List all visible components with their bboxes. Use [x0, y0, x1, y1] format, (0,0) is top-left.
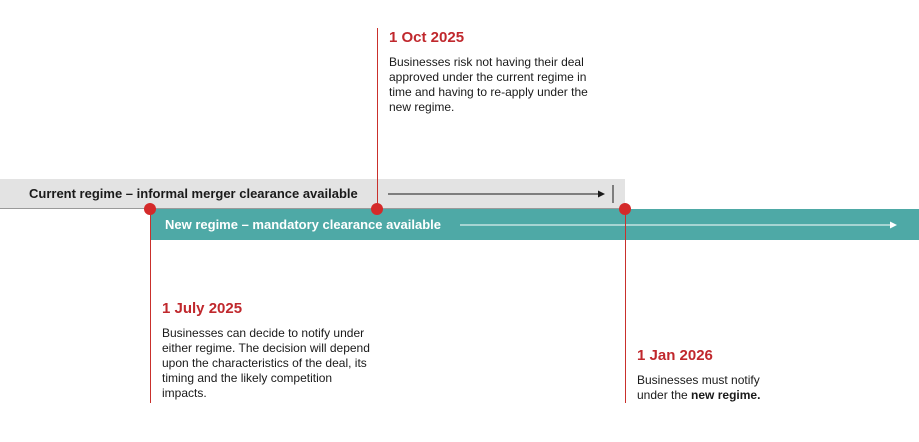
jan-2026-description-emphasis: new regime. [691, 388, 761, 402]
new-regime-arrow [460, 222, 897, 229]
july-2025-marker [144, 203, 156, 215]
jan-2026-description [637, 373, 787, 403]
oct-2025-marker [371, 203, 383, 215]
jan-2026-marker [619, 203, 631, 215]
july-2025-description: Businesses can decide to notify under either regime. The decision will depend upon the characteristics of the deal, its timing and the likely competition impacts. [162, 326, 370, 400]
current-regime-arrow [388, 185, 613, 203]
july-2025-date: 1 July 2025 [162, 300, 243, 317]
new-regime-label: New regime – mandatory clearance available [165, 217, 442, 232]
oct-2025-date: 1 Oct 2025 [389, 29, 465, 46]
oct-2025-description: Businesses risk not having their deal approved under the current regime in time and having to re-apply under the new regime. [389, 55, 588, 114]
current-regime-label: Current regime – informal merger clearance available [29, 186, 358, 201]
jan-2026-line [625, 209, 626, 403]
jan-2026-date: 1 Jan 2026 [637, 347, 713, 364]
jan-2026-description-text: Businesses must notify under the [637, 373, 760, 402]
oct-2025-line [377, 28, 378, 209]
july-2025-line [150, 209, 151, 403]
